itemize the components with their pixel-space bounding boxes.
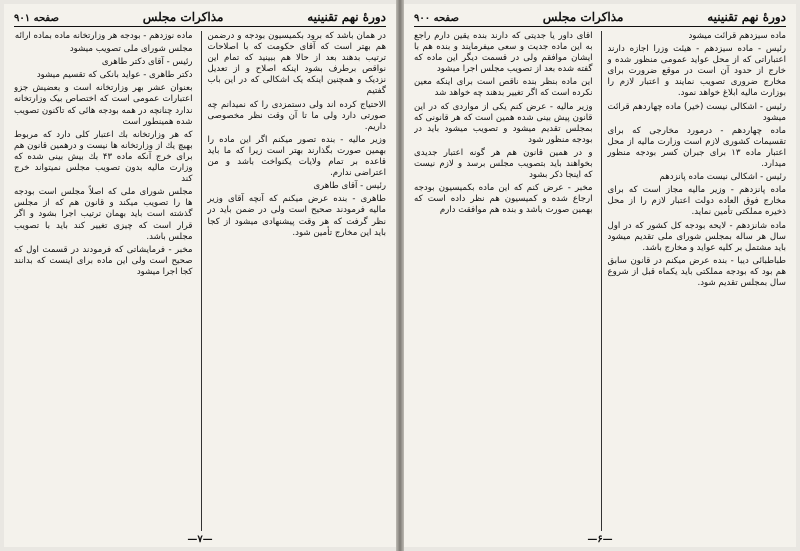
- paragraph: ماده سیزدهم قرائت میشود: [688, 31, 786, 41]
- right-folio: —۶—: [587, 534, 613, 545]
- paragraph: مجلس شورای ملی تصویب میشود: [69, 44, 193, 55]
- paragraph: ماده شانزدهم - لایحه بودجه کل کشور که در اول سال هر ساله بمجلس شورای ملی تقدیم میشود باید مشتمل بر کلیه عواید و مخارج باشد.: [607, 220, 786, 253]
- paragraph: و در همین قانون هم هر گونه اعتبار جدیدی بخواهند باید بتصویب مجلس برسد و لازم نیست که اینجا ذکر بشود: [414, 147, 593, 181]
- paragraph: رئیس - اشکالی نیست ماده پانزدهم: [659, 172, 786, 183]
- paragraph: ماده چهاردهم - درمورد مخارجی که برای تقسیمات کشوری لازم است وزارت مالیه از محل اعتبار ماده ۱۳ برای جبران کسر بودجه منظور میدارد.: [607, 125, 786, 170]
- right-column-left: [414, 31, 593, 531]
- left-folio: —۷—: [187, 534, 213, 545]
- paragraph: رئیس - اشکالی نیست (خیر) ماده چهاردهم قرائت میشود: [607, 101, 786, 123]
- paragraph: مجلس شورای ملی که اصلاً مجلس است بودجه ها را تصویب میکند و قانون هم که از مجلس گذشته است باید بهمان ترتیب اجرا بشود و اگر قرار است که چیزی تغییر کند باید با تصویب مجلس باشد.: [14, 187, 193, 242]
- paragraph: که هر وزارتخانه بك اعتبار کلی دارد که مربوط بهیچ یك از وزارتخانه ها نیست و درهمین قانون هم برای خرج آنکه ماده ۴۳ بك بیش بینی شده که وزارت مالیه بدون تصویب مجلس نمیتواند خرج کند: [14, 129, 193, 185]
- right-columns: [414, 31, 786, 531]
- left-page: [4, 4, 396, 547]
- left-columns: [14, 31, 386, 531]
- paragraph: ماده پانزدهم - وزیر مالیه مجاز است که برای مخارج فوق العاده دولت اعتبار لازم را از محل ذخیره مملکتی تأمین نماید.: [607, 185, 786, 218]
- paragraph: ماده نوزدهم - بودجه هر وزارتخانه ماده بماده ارائه: [14, 31, 193, 41]
- paragraph: رئیس - آقای دکتر طاهری: [101, 57, 193, 68]
- paragraph: طاهری - بنده عرض میکنم که آنچه آقای وزیر مالیه فرمودند صحیح است ولی در ضمن باید در نظر گرفت که هر وقت پیشنهادی میشود از کجا باید این مخارج تأمین شود.: [207, 194, 386, 238]
- paragraph: طباطبائی دیبا - بنده عرض میکنم در قانون سابق هم بود که بودجه مملکتی باید یکماه قبل از شروع سال بمجلس تقدیم شود.: [607, 255, 786, 288]
- left-page-header: [14, 10, 386, 27]
- paragraph: بعنوان عشر بهر وزارتخانه است و بعضیش جزو اعتبارات عمومی است که اختصاص بیک وزارتخانه ندارد چنانچه در همه بودجه هائی که تاکنون تصویب شده همینطور است: [14, 83, 193, 127]
- paragraph: مخبر - عرض کنم که این ماده بکمیسیون بودجه ارجاع شده و کمیسیون هم نظر داده است که بهمین صورت باشد و بنده هم موافقت دارم: [414, 183, 593, 216]
- paragraph: این ماده بنظر بنده ناقص است برای اینکه معین نکرده است که اگر تغییر بدهند چه خواهد شد: [414, 77, 593, 99]
- right-column-right: [601, 31, 787, 531]
- paragraph: وزیر مالیه - بنده تصور میکنم اگر این ماده را بهمین صورت بگذارند بهتر است زیرا که ما باید قاعده بر تمام ولایات یکنواخت باشد و من اعتراضی ندارم.: [207, 134, 386, 179]
- paragraph: دکتر طاهری - عواید بانکی که تقسیم میشود: [36, 70, 193, 81]
- paragraph: مخبر - فرمایشاتی که فرمودند در قسمت اول که صحیح است ولی این ماده برای اینست که بدانند کجا اجرا میشود: [14, 244, 193, 277]
- right-session-label: دورهٔ نهم تقنینیه: [707, 10, 786, 24]
- right-page-number: صفحه ۹۰۰: [414, 13, 459, 24]
- right-page: [404, 4, 796, 547]
- left-title: مذاکرات مجلس: [142, 10, 224, 24]
- left-column-left: [14, 31, 193, 531]
- left-session-label: دورهٔ نهم تقنینیه: [307, 10, 386, 24]
- right-page-header: [414, 10, 786, 27]
- left-page-number: صفحه ۹۰۱: [14, 13, 59, 24]
- left-column-right: [201, 31, 387, 531]
- paragraph: آقای داور یا جدیتی که دارند بنده یقین دارم راجع به این ماده جدیت و سعی میفرمایند و بنده هم با ایشان موافقم ولی در قسمت دیگر این ماده که گفته شده بعد از تصویب مجلس اجرا میشود: [414, 31, 593, 75]
- book-gutter: [396, 0, 404, 551]
- right-title: مذاکرات مجلس: [542, 10, 624, 24]
- paragraph: وزیر مالیه - عرض کنم یکی از مواردی که در این قانون پیش بینی شده همین است که هر قانونی که بمجلس تقدیم میشود و تصویب میشود باید در بودجه منظور شود: [414, 101, 593, 145]
- paragraph: رئیس - آقای طاهری: [313, 181, 386, 192]
- paragraph: الاحتیاج کرده اند ولی دستمزدی را که نمیدانم چه صورتی دارد ولی ما تا آن وقت نظر مخصوصی داریم.: [207, 99, 386, 132]
- paragraph: رئیس - ماده سیزدهم - هیئت وزرا اجازه دارند اعتباراتی که از محل عواید عمومی منظور شده و خارج از حدود آن است در موقع ضرورت برای مخارج ضروری تصویب نمایند و اعتبار لازم را بوزارت مالیه ابلاغ خواهد نمود.: [607, 44, 786, 99]
- paragraph: در همان باشد که برود بکمیسیون بودجه و درضمن هم بهتر است که آقای حکومت که با اصلاحات ترتیب بدهند بعد از حالا هم ببینید که تمام این نواقص برطرف بشود اینکه اصلاح و از تعدیل نزدیک و همچنین اینکه یک اشکالی که در این باب گفتیم: [207, 31, 386, 97]
